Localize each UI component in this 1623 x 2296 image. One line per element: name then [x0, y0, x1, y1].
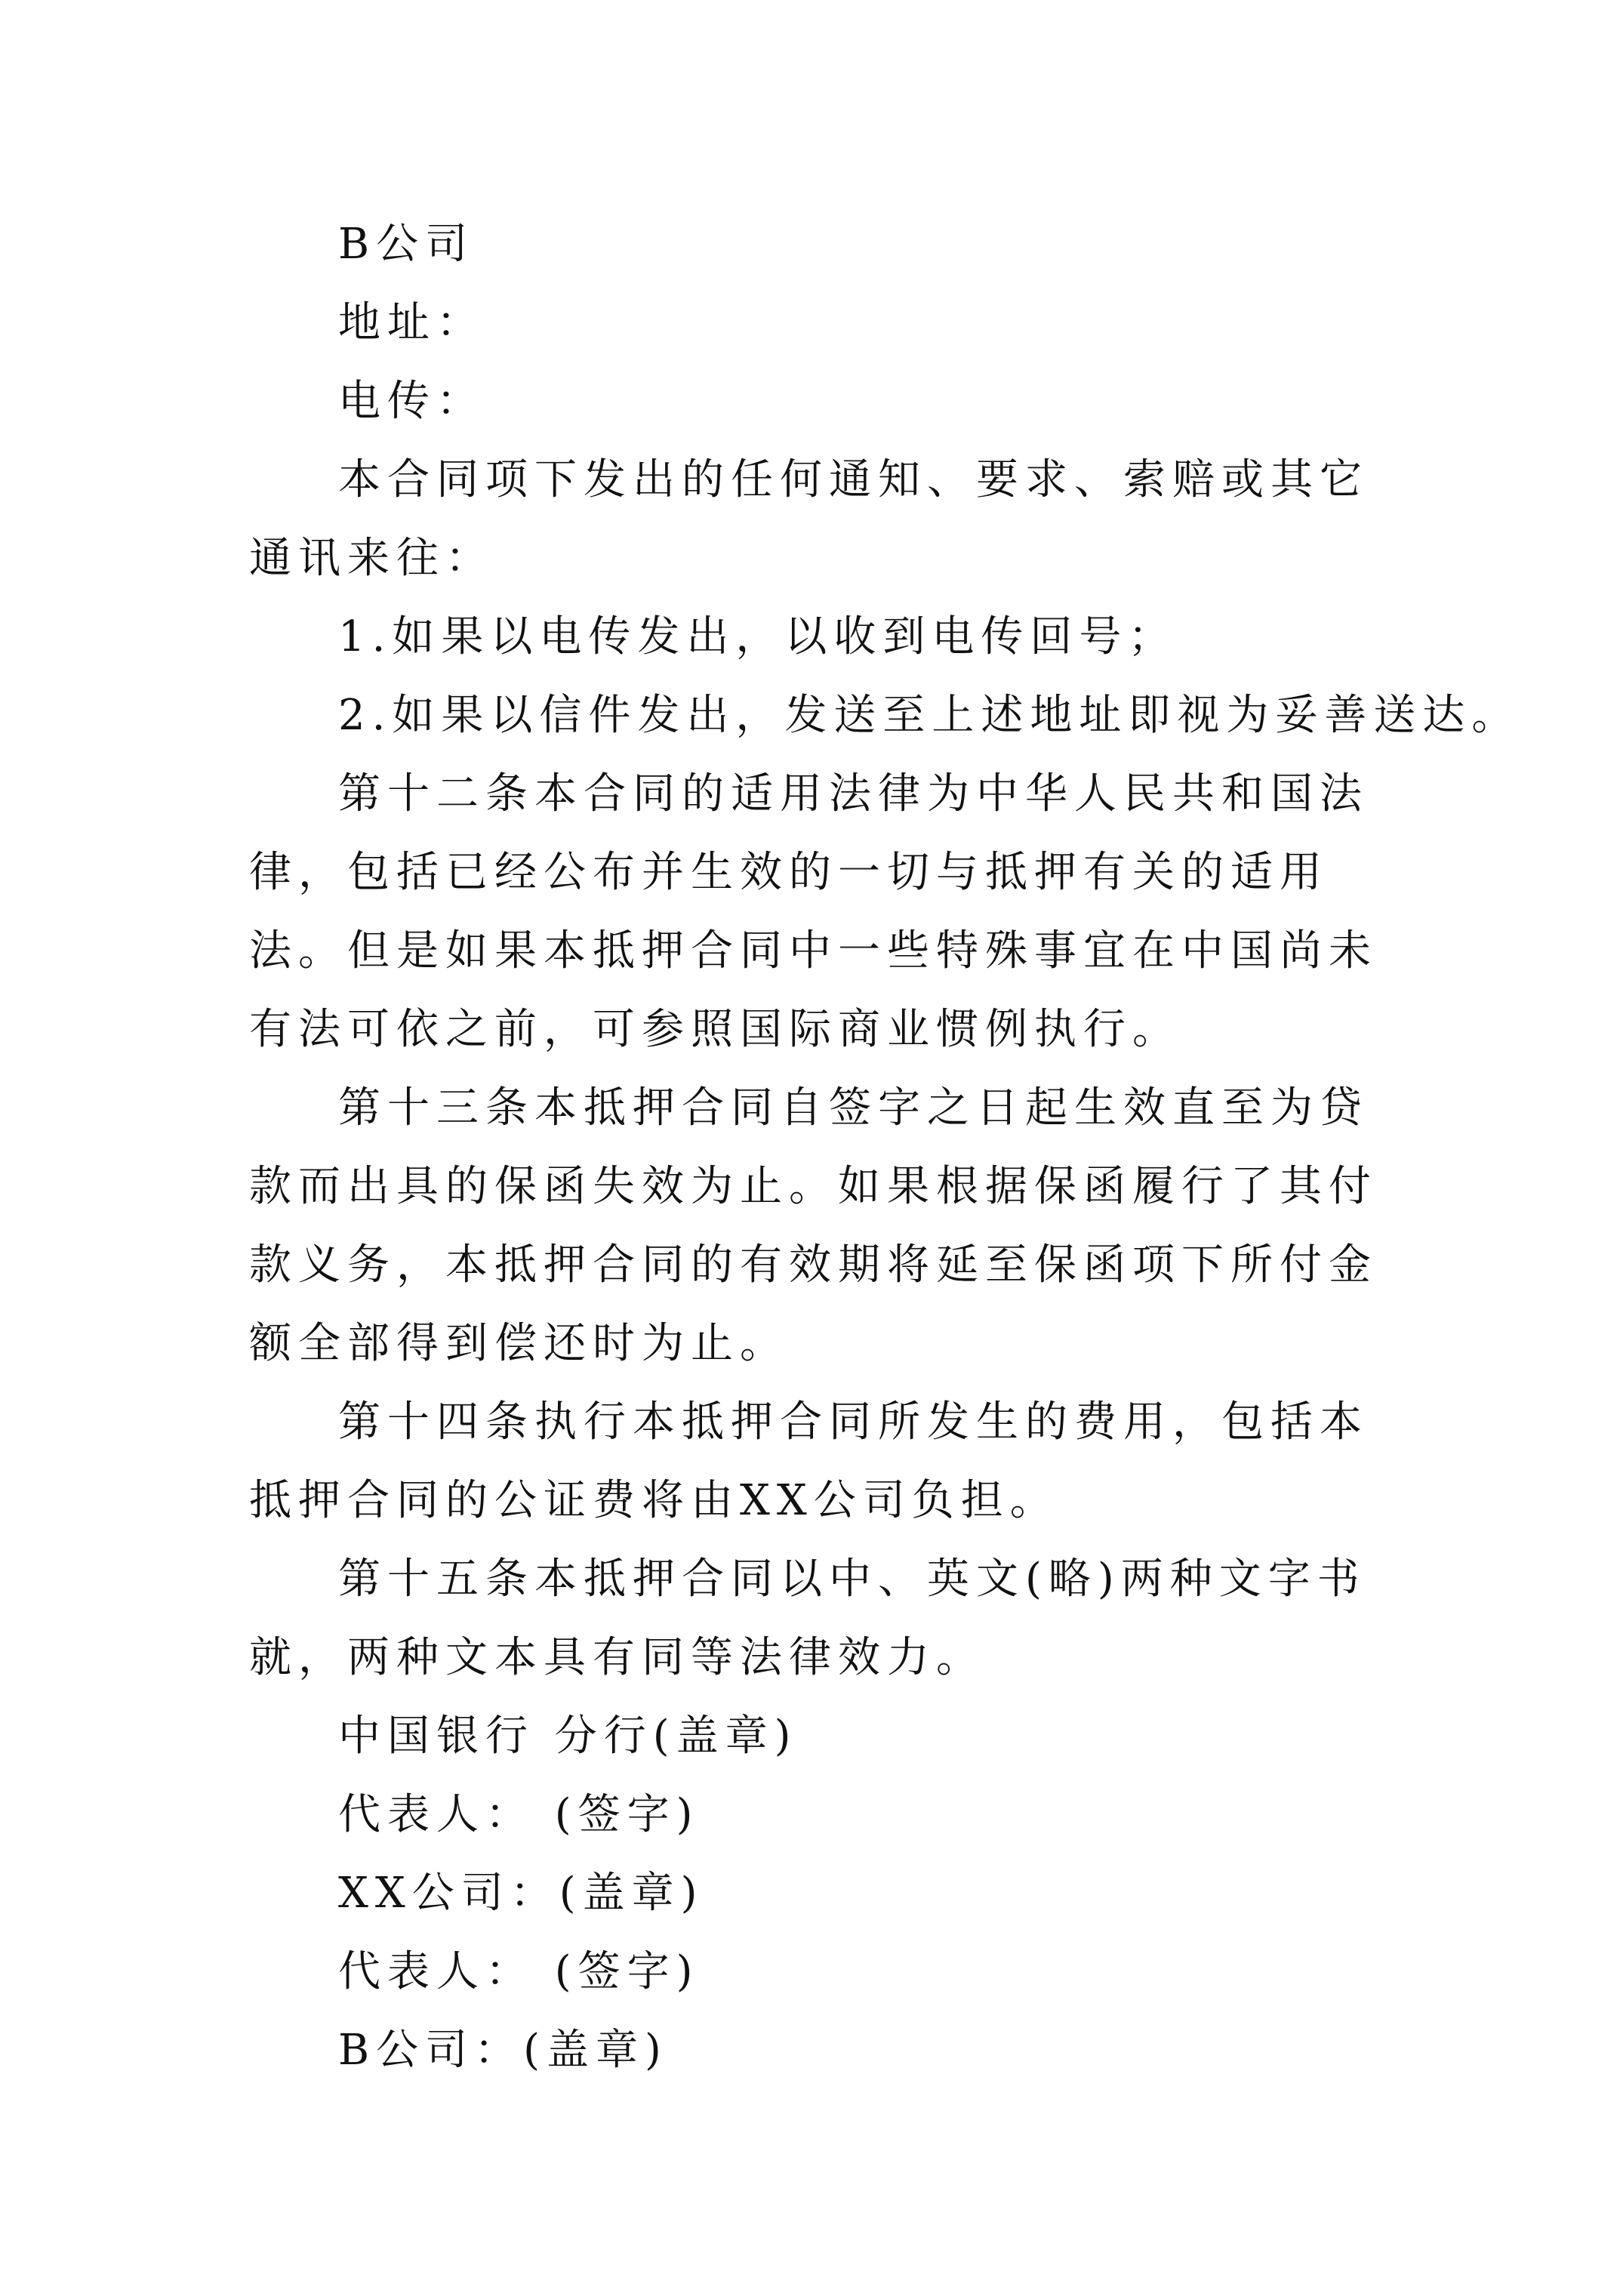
bank-representative-line: 代表人： (签字) [338, 1790, 700, 1839]
address-line: 地址： [338, 298, 485, 347]
notice-item-1: 1.如果以电传发出，以收到电传回号； [338, 612, 1178, 661]
telex-line: 电传： [338, 377, 485, 426]
company-b-heading: B公司 [338, 220, 475, 269]
bank-signature-line: 中国银行 分行(盖章) [338, 1712, 798, 1761]
notice-intro-paragraph: 本合同项下发出的任何通知、要求、索赔或其它通讯来往： [249, 455, 1369, 583]
article-13-paragraph: 第十三条本抵押合同自签字之日起生效直至为贷款而出具的保函失效为止。如果根据保函履行了其付款义务，本抵押合同的有效期将延至保函项下所付金额全部得到偿还时为止。 [249, 1083, 1378, 1368]
b-company-signature-line: B公司：(盖章) [338, 2026, 668, 2075]
xx-company-signature-line: XX公司：(盖章) [338, 1869, 704, 1918]
article-14-paragraph: 第十四条执行本抵押合同所发生的费用，包括本抵押合同的公证费将由XX公司负担。 [249, 1398, 1369, 1525]
document-body [249, 205, 1521, 2090]
article-15-paragraph: 第十五条本抵押合同以中、英文(略)两种文字书就，两种文本具有同等法律效力。 [249, 1555, 1366, 1682]
xx-company-representative-line: 代表人： (签字) [338, 1947, 700, 1996]
notice-item-2: 2.如果以信件发出，发送至上述地址即视为妥善送达。 [338, 691, 1521, 740]
article-12-paragraph: 第十二条本合同的适用法律为中华人民共和国法律，包括已经公布并生效的一切与抵押有关的适用法。但是如果本抵押合同中一些特殊事宜在中国尚未有法可依之前，可参照国际商业惯例执行。 [249, 769, 1378, 1054]
